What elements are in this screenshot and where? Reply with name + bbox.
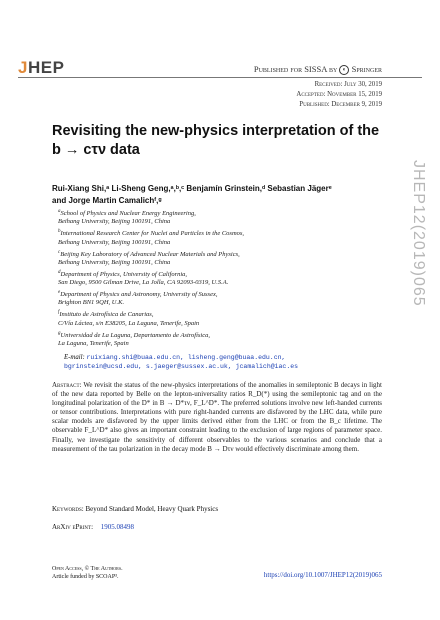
affiliation-g: $^g$Universidad de La Laguna, Departamento de Astrofísica, La Laguna, Tenerife, Spain <box>58 330 210 347</box>
email-label: E-mail: <box>64 354 85 361</box>
dates-block <box>296 80 382 110</box>
keywords <box>52 505 382 513</box>
affiliation-a: $^a$School of Physics and Nuclear Energy Engineering, Beihang University, Beijing 100191, China <box>58 209 196 226</box>
open-access-text: Open Access, © The Authors. <box>52 566 123 572</box>
affiliation-b: $^b$International Research Center for Nuclei and Particles in the Cosmos, Beihang University, Beijing 100191, China <box>58 229 245 246</box>
open-access-note <box>52 565 212 581</box>
funding-text: Article funded by SCOAP³. <box>52 574 119 580</box>
email-links-line-2[interactable]: bgrinstein@ucsd.edu, s.jaeger@sussex.ac.uk, jcamalich@iac.es <box>64 363 299 370</box>
published-line-text: Published for SISSA by <box>253 64 338 74</box>
email-links-line-1[interactable]: ruixiang.shi@buaa.edu.cn, lisheng.geng@buaa.edu.cn, <box>86 354 286 361</box>
affiliation-c: $^c$Beijing Key Laboratory of Advanced Nuclear Materials and Physics, Beihang University, Beijing 100191, China <box>58 249 240 266</box>
arxiv-eprint <box>52 523 382 531</box>
affiliation-f: $^f$Instituto de Astrofísica de Canarias, C/Vía Láctea, s/n E38205, La Laguna, Tenerife, Spain <box>58 310 200 327</box>
eprint-link[interactable]: 1905.08498 <box>100 523 135 531</box>
author-list <box>52 183 382 207</box>
header-rule <box>18 77 422 78</box>
authors-line-2: and Jorge Martin Camalichᶠ,ᵍ <box>52 196 162 205</box>
authors-line-1: Rui-Xiang Shi,ᵃ Li-Sheng Geng,ᵃ,ᵇ,ᶜ Benjamín Grinstein,ᵈ Sebastian Jägerᵉ <box>52 184 332 193</box>
abstract-label: Abstract: <box>52 381 82 389</box>
title-line-2: b → cτν data <box>52 142 140 158</box>
affiliation-d: $^d$Department of Physics, University of California, San Diego, 9500 Gilman Drive, La Jolla, CA 92093-0319, U.S.A. <box>58 269 229 287</box>
affiliations <box>58 208 388 350</box>
affiliation-e: $^e$Department of Physics and Astronomy, University of Sussex, Brighton BN1 9QH, U.K. <box>58 290 218 307</box>
abstract-text: We revisit the status of the new-physics interpretations of the anomalies in semileptonic B decays in light of the new data reported by Belle on the lepton-universality ratios R_D(*) using the semileptonic tag and on the longitudinal polarization of the D* in B → D*τν, F_L^D*. The preferred solutions involve new left-handed currents or tensor contributions. Interpretations with pure right-handed currents are disfavored by the LHC data, while pure scalar models are disfavored by the upper limits derived either from the LHC or from the B_c lifetime. The observable F_L^D* also gives an important constraint leading to the exclusion of large regions of parameter space. Finally, we investigate the sensitivity of different observables to the various scenarios and conclude that a measurement of the tau polarization in the decay mode B → Dτν would effectively discriminate among them. <box>52 381 382 453</box>
publisher-name: Springer <box>351 64 382 74</box>
keywords-text: Beyond Standard Model, Heavy Quark Physics <box>85 505 219 513</box>
side-journal-label: JHEP12(2019)065 <box>410 160 427 307</box>
published-date: Published: December 9, 2019 <box>299 101 382 108</box>
doi-link[interactable]: https://doi.org/10.1007/JHEP12(2019)065 <box>263 571 382 579</box>
accepted-date: Accepted: November 15, 2019 <box>296 91 382 98</box>
journal-logo: JHEP <box>18 58 65 77</box>
email-block <box>64 353 394 371</box>
eprint-label: ArXiv ePrint: <box>52 523 94 531</box>
abstract <box>52 381 382 454</box>
received-date: Received: July 30, 2019 <box>314 81 382 88</box>
springer-icon: ◐ <box>339 65 349 75</box>
publisher-line <box>254 64 382 75</box>
keywords-label: Keywords: <box>52 505 84 513</box>
title-line-1: Revisiting the new-physics interpretation of the <box>52 123 380 139</box>
paper-title <box>52 122 382 160</box>
